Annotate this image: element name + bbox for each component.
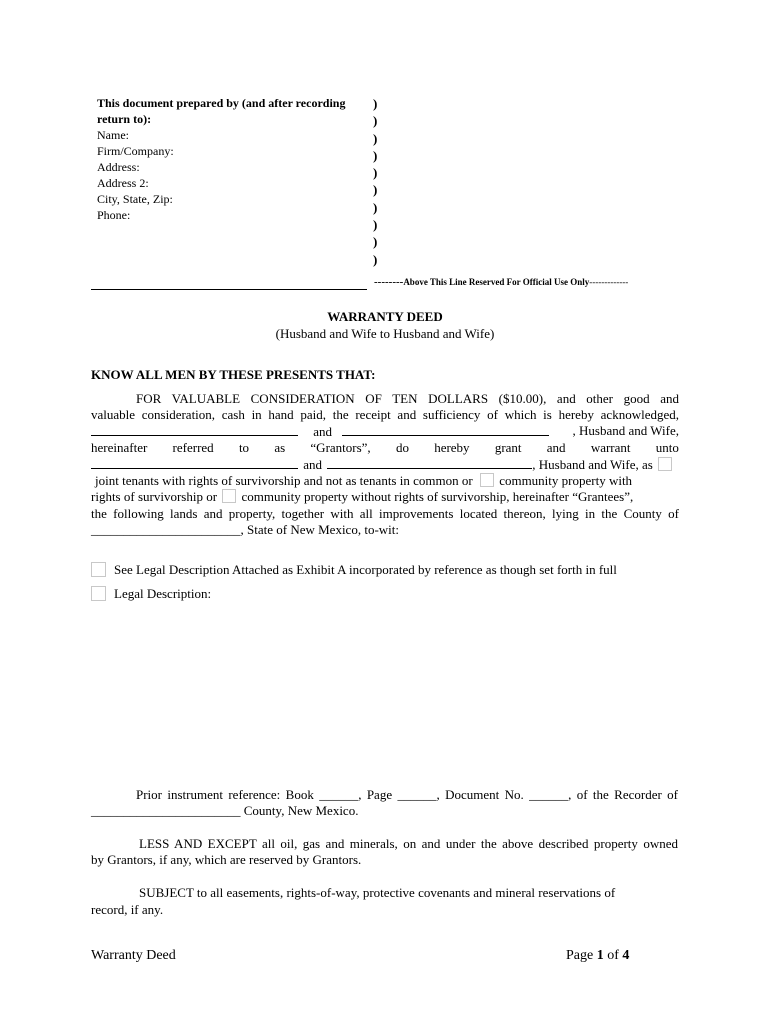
prepared-by-heading: This document prepared by (and after recording — [97, 96, 346, 110]
paren: ) — [373, 217, 378, 233]
prepared-by-block — [97, 95, 345, 223]
community-property-without-checkbox[interactable] — [222, 489, 236, 503]
paren: ) — [373, 113, 378, 129]
field-address: Address: — [97, 160, 140, 174]
joint-tenants-line — [95, 473, 632, 489]
prepared-by-heading-2: return to): — [97, 112, 152, 126]
page-number: 1 — [596, 948, 604, 963]
page-total: 4 — [622, 948, 630, 963]
community-property-with-checkbox[interactable] — [480, 473, 494, 487]
reserved-text: Above This Line Reserved For Official Use Only — [403, 277, 590, 287]
county-blank[interactable]: _______________________ — [91, 522, 241, 537]
grantor-2-blank[interactable] — [342, 423, 549, 436]
recording-divider-line — [91, 289, 367, 290]
document-title: WARRANTY DEED — [327, 309, 443, 324]
state-text: , State of New Mexico, to-wit: — [240, 522, 399, 537]
paren-column — [373, 95, 377, 268]
exhibit-option-text: See Legal Description Attached as Exhibit A incorporated by reference as though set forth in full — [114, 562, 617, 577]
subject-line-1: SUBJECT to all easements, rights-of-way, protective covenants and mineral reservations of — [139, 885, 616, 900]
legal-description-text: Legal Description: — [114, 586, 212, 601]
subject-line-2: record, if any. — [91, 902, 164, 917]
word: hereby — [434, 440, 470, 455]
lands-line: the following lands and property, together with all improvements located thereon, lying in the County of — [91, 506, 679, 521]
joint-tenants-text: joint tenants with rights of survivorship and not as tenants in common or — [95, 473, 473, 488]
paren: ) — [373, 147, 378, 163]
grant-line — [91, 440, 679, 456]
word: “Grantors”, — [310, 440, 371, 455]
paren: ) — [373, 130, 378, 146]
know-all-heading: KNOW ALL MEN BY THESE PRESENTS THAT: — [91, 367, 376, 382]
prior-instrument-line-1: Prior instrument reference: Book ______, Page ______, Document No. ______, of the Recorder of — [136, 787, 678, 802]
word: as — [274, 440, 286, 455]
document-subtitle: (Husband and Wife to Husband and Wife) — [275, 326, 495, 341]
field-address-2: Address 2: — [97, 176, 149, 190]
word: warrant — [590, 440, 631, 455]
prior-county-text: County, New Mexico. — [240, 803, 359, 818]
word: referred — [172, 440, 214, 455]
paren: ) — [373, 182, 378, 198]
reserved-line — [374, 276, 628, 288]
consideration-line-2: valuable consideration, cash in hand paid, the receipt and sufficiency of which is hereby acknowledged, — [91, 407, 679, 422]
county-state-line — [91, 522, 399, 538]
reserved-dashes-left: -------- — [374, 276, 404, 288]
word: to — [238, 440, 250, 455]
legal-description-checkbox[interactable] — [91, 586, 106, 601]
exhibit-checkbox[interactable] — [91, 562, 106, 577]
grantee-2-blank[interactable] — [327, 456, 532, 469]
of-label: of — [603, 948, 623, 963]
word: hereinafter — [91, 440, 148, 455]
prior-county-blank[interactable]: _______________________ — [91, 803, 241, 818]
field-phone: Phone: — [97, 208, 131, 222]
grantee-1-blank[interactable] — [91, 456, 298, 469]
rights-survivorship-text: rights of survivorship or — [91, 489, 218, 504]
word: unto — [655, 440, 679, 455]
paren: ) — [373, 165, 378, 181]
consideration-line-1: FOR VALUABLE CONSIDERATION OF TEN DOLLARS ($10.00), and other good and — [136, 391, 679, 406]
grantor-1-blank[interactable] — [91, 423, 298, 436]
less-except-line-1: LESS AND EXCEPT all oil, gas and minerals, on and under the above described property owned — [139, 836, 678, 851]
reserved-dashes-right: ------------- — [589, 277, 629, 287]
word: do — [395, 440, 409, 455]
less-except-line-2: by Grantors, if any, which are reserved by Grantors. — [91, 852, 362, 867]
paren: ) — [373, 199, 378, 215]
word: grant — [494, 440, 522, 455]
field-name: Name: — [97, 128, 129, 142]
joint-tenants-checkbox[interactable] — [658, 457, 672, 471]
and-word: and — [313, 424, 333, 439]
husband-wife-text: , Husband and Wife, — [572, 423, 679, 438]
grantees-line — [91, 456, 681, 473]
word: and — [546, 440, 566, 455]
rights-survivorship-line — [91, 489, 633, 505]
community-property-without-text: community property without rights of survivorship, hereinafter “Grantees”, — [241, 489, 634, 504]
paren: ) — [373, 251, 378, 267]
field-firm: Firm/Company: — [97, 144, 174, 158]
grantors-line — [91, 423, 679, 440]
page-indicator — [566, 948, 629, 964]
page-label: Page — [566, 948, 597, 963]
husband-wife-as-text: , Husband and Wife, as — [532, 457, 653, 472]
paren: ) — [373, 234, 378, 250]
paren: ) — [373, 96, 378, 111]
prior-instrument-line-2 — [91, 803, 358, 819]
footer-title: Warranty Deed — [91, 948, 176, 963]
and-word: and — [303, 457, 323, 472]
community-property-with-text: community property with — [499, 473, 633, 488]
field-city-state-zip: City, State, Zip: — [97, 192, 173, 206]
